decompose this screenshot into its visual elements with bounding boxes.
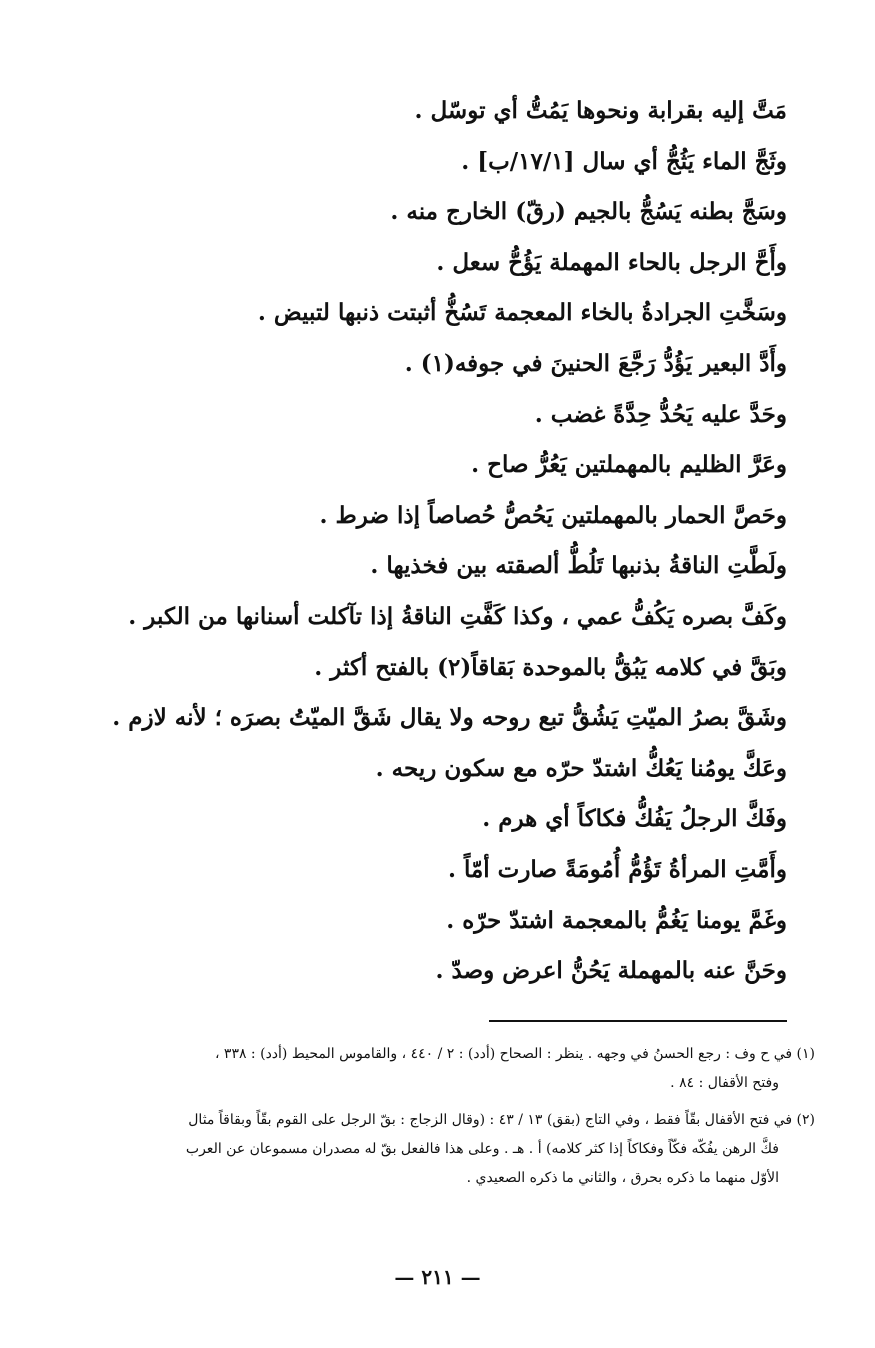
text-line: وحَنَّ عنه بالمهملة يَحُنُّ اعرض وصدّ . xyxy=(435,957,787,985)
footnote-divider xyxy=(489,1020,787,1022)
text-line: وأَدَّ البعير يَؤُدُّ رَجَّعَ الحنينَ في جوفه(١) . xyxy=(404,349,787,377)
text-line: وسَجَّ بطنه يَسُجُّ بالجيم (رقّ) الخارج منه . xyxy=(390,198,787,226)
text-line: وحَدَّ عليه يَحُدُّ حِدَّةً غضب . xyxy=(534,400,787,428)
text-line: وكَفَّ بصره يَكُفُّ عمي ، وكذا كَفَّتِ الناقةُ إذا تآكلت أسنانها من الكبر . xyxy=(128,602,787,630)
text-line: وحَصَّ الحمار بالمهملتين يَحُصُّ حُصاصاً إذا ضرط . xyxy=(319,501,787,529)
text-line: وأَحَّ الرجل بالحاء المهملة يَؤُحُّ سعل . xyxy=(436,248,787,276)
text-line: وعَرَّ الظليم بالمهملتين يَعُرُّ صاح . xyxy=(471,451,787,479)
footnotes xyxy=(65,1040,815,1193)
text-line: مَتَّ إليه بقرابة ونحوها يَمُتُّ أي توسّل . xyxy=(414,97,787,124)
footnote-1-line: (١) في ح وف : رجع الحسنُ في وجهه . ينظر : الصحاح (أدد) : ٢ / ٤٤٠ ، والقاموس المحيط (أدد) : ٣٣٨ ، xyxy=(214,1046,815,1062)
footnote-2-line: (٢) في فتح الأقفال بقّاً فقط ، وفي التاج (بقق) ١٣ / ٤٣ : (وقال الزجاج : بقّ الرجل على القوم بقّاً وبقاقاً مثال xyxy=(188,1112,815,1128)
text-line: وفَكَّ الرجلُ يَفُكُّ فكاكاً أي هرم . xyxy=(482,805,787,833)
page-number: — ٢١١ — xyxy=(394,1265,481,1289)
text-line: وسَخَّتِ الجرادةُ بالخاء المعجمة تَسُخُّ أثبتت ذنبها لتبيض . xyxy=(257,299,787,327)
text-line: وبَقَّ في كلامه يَبُقُّ بالموحدة بَقاقاً(٢) بالفتح أكثر . xyxy=(314,653,787,681)
text-line: وغَمَّ يومنا يَغُمُّ بالمعجمة اشتدّ حرّه . xyxy=(446,906,787,934)
footnote-2-line: فكَّ الرهن يفُكّه فكّاً وفكاكاً إذا كثر كلامه) أ . هـ . وعلى هذا فالفعل بقّ له مصدران مسموعان عن العرب xyxy=(185,1141,779,1157)
text-line: ولَطَّتِ الناقةُ بذنبها تَلُطُّ ألصقته بين فخذيها . xyxy=(370,552,787,580)
text-line: وأَمَّتِ المرأةُ تَؤُمُّ أُمُومَةً صارت أمّاً . xyxy=(447,855,787,883)
text-line: وثَجَّ الماء يَثُجُّ أي سال [١٧/١/ب] . xyxy=(461,147,787,175)
main-text-body xyxy=(67,86,787,997)
footnote-2-line: الأوّل منهما ما ذكره بحرق ، والثاني ما ذكره الصعيدي . xyxy=(466,1170,779,1186)
footnote-1-line: وفتح الأقفال : ٨٤ . xyxy=(670,1075,779,1091)
text-line: وشَقَّ بصرُ الميّتِ يَشُقُّ تبع روحه ولا يقال شَقَّ الميّتُ بصرَه ؛ لأنه لازم . xyxy=(112,704,787,732)
text-line: وعَكَّ يومُنا يَعُكُّ اشتدّ حرّه مع سكون ريحه . xyxy=(375,754,787,782)
